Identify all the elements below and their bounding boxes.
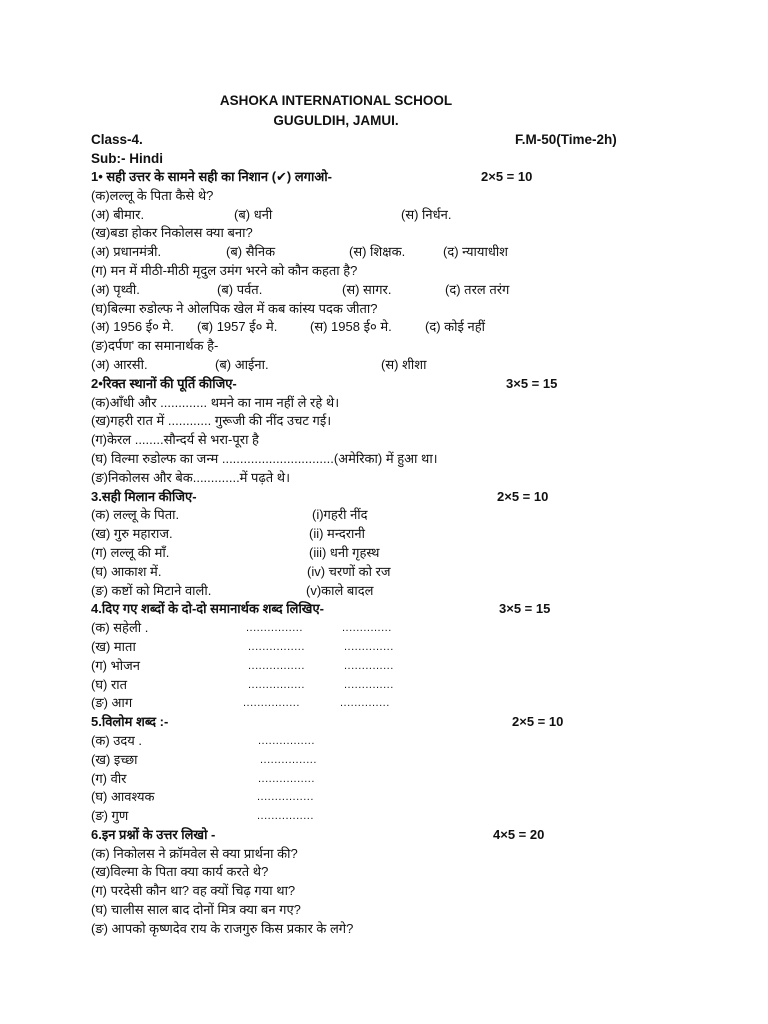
q1c-options	[91, 281, 691, 300]
q6-heading: 6.इन प्रश्नों के उत्तर लिखो -	[91, 826, 216, 842]
q6-item: (घ) चालीस साल बाद दोनों मित्र क्या बन गए?	[91, 902, 301, 918]
q1-marks: 2×5 = 10	[481, 169, 533, 184]
q6-item: (ख)विल्मा के पिता क्या कार्य करते थे?	[91, 864, 269, 880]
option: (स) सागर.	[342, 281, 392, 297]
q3-match-row	[91, 563, 691, 582]
q4-marks: 3×5 = 15	[499, 601, 551, 617]
q3-match-row	[91, 525, 691, 544]
option: (द) कोई नहीं	[425, 319, 486, 335]
option: (स) 1958 ई० मे.	[310, 319, 392, 335]
q1e-question: (ङ)दर्पण' का समानार्थक है-	[91, 338, 219, 354]
match-left: (ग) लल्लू की माँ.	[91, 544, 170, 560]
q4-heading: 4.दिए गए शब्दों के दो-दो समानार्थक शब्द लिखिए-	[91, 601, 324, 617]
q2-item: (घ) विल्मा रुडोल्फ का जन्म ...............................(अमेरिका) में हुआ था।	[91, 450, 438, 466]
option: (द) तरल तरंग	[445, 281, 510, 297]
match-left: (ख) गुरु महाराज.	[91, 526, 173, 542]
q6-item: (ङ) आपको कृष्णदेव राय के राजगुरु किस प्रकार के लगे?	[91, 920, 354, 936]
q5-heading: 5.विलोम शब्द :-	[91, 714, 169, 730]
answer-blank: ..............	[340, 697, 390, 710]
q4-item: (क) सहेली . ................ ..............	[91, 619, 691, 638]
school-location: GUGULDIH, JAMUI.	[273, 113, 399, 128]
match-left: (क) लल्लू के पिता.	[91, 507, 180, 523]
q1b-question: (ख)बडा होकर निकोलस क्या बना?	[91, 225, 253, 241]
q1e-options	[91, 356, 691, 375]
option: (अ) पृथ्वी.	[91, 281, 140, 297]
q5-item: (ख) इच्छा ................	[91, 751, 691, 770]
q4-item: (घ) रात ................ ..............	[91, 676, 691, 695]
question-paper-body	[91, 168, 691, 939]
q4-item: (ग) भोजन ................ ..............	[91, 657, 691, 676]
q3-match-row	[91, 506, 691, 525]
q6-item: (क) निकोलस ने क्रॉमवेल से क्या प्रार्थना की?	[91, 845, 298, 861]
q2-item: (ङ)निकोलस और बेक.............में पढ़ते थे।	[91, 469, 291, 485]
q4-heading-row	[91, 600, 691, 619]
option: (स) निर्धन.	[401, 206, 452, 222]
option: (ब) पर्वत.	[217, 281, 263, 297]
match-right: (iv) चरणों को रज	[307, 563, 391, 579]
answer-blank: ................	[260, 753, 317, 766]
q3-match-row	[91, 544, 691, 563]
q5-marks: 2×5 = 10	[512, 714, 564, 730]
answer-blank: ................	[257, 791, 314, 804]
full-marks-time: F.M-50(Time-2h)	[515, 132, 617, 147]
q3-heading: 3.सही मिलान कीजिए-	[91, 488, 197, 504]
q5-item: (ग) वीर ................	[91, 770, 691, 789]
option: (अ) 1956 ई० मे.	[91, 319, 174, 335]
answer-blank: ................	[258, 734, 315, 747]
subject-label: Sub:- Hindi	[91, 151, 163, 166]
option: (ब) आईना.	[215, 356, 269, 372]
q3-match-row	[91, 582, 691, 601]
q3-marks: 2×5 = 10	[497, 488, 549, 504]
q2-item: (ख)गहरी रात में ............ गुरूजी की नींद उचट गई।	[91, 413, 332, 429]
q5-item: (क) उदय . ................	[91, 732, 691, 751]
answer-blank: ..............	[342, 622, 392, 635]
q4-item: (ख) माता ................ ..............	[91, 638, 691, 657]
q2-heading: 2•रिक्त स्थानों की पूर्ति कीजिए-	[91, 375, 237, 391]
answer-blank: ................	[248, 640, 305, 653]
option: (अ) प्रधानमंत्री.	[91, 244, 162, 260]
q2-item: (ग)केरल ........सौन्दर्य से भरा-पूरा है	[91, 432, 259, 448]
answer-blank: ................	[248, 678, 305, 691]
q5-item: (घ) आवश्यक ................	[91, 788, 691, 807]
option: (अ) बीमार.	[91, 206, 145, 222]
q1d-question: (घ)बिल्मा रुडोल्फ ने ओलपिक खेल में कब कांस्य पदक जीता?	[91, 300, 378, 316]
option: (स) शिक्षक.	[349, 244, 406, 260]
match-left: (घ) आकाश में.	[91, 563, 162, 579]
q1a-options	[91, 206, 691, 225]
q1a-question: (क)लल्लू के पिता कैसे थे?	[91, 187, 214, 203]
q2-heading-row	[91, 375, 691, 394]
option: (ब) सैनिक	[226, 244, 276, 260]
q1d-options	[91, 318, 691, 337]
q6-heading-row	[91, 826, 691, 845]
answer-blank: ................	[243, 697, 300, 710]
option: (द) न्यायाधीश	[443, 244, 509, 260]
q6-item: (ग) परदेसी कौन था? वह क्यों चिढ़ गया था?	[91, 883, 296, 899]
q3-heading-row	[91, 488, 691, 507]
option: (अ) आरसी.	[91, 356, 148, 372]
answer-blank: ................	[257, 810, 314, 823]
q2-item: (क)आँधी और ............. थमने का नाम नहीं ले रहे थे।	[91, 394, 340, 410]
class-label: Class-4.	[91, 132, 143, 147]
q2-marks: 3×5 = 15	[506, 375, 558, 391]
school-name: ASHOKA INTERNATIONAL SCHOOL	[219, 93, 453, 108]
answer-blank: ................	[246, 622, 303, 635]
match-right: (ii) मन्दरानी	[309, 526, 366, 542]
option: (ब) धनी	[234, 206, 273, 222]
match-right: (iii) धनी गृहस्थ	[309, 544, 380, 560]
answer-blank: ..............	[344, 678, 394, 691]
q1c-question: (ग) मन में मीठी-मीठी मृदुल उमंग भरने को कौन कहता है?	[91, 262, 358, 278]
match-right: (v)काले बादल	[306, 582, 374, 598]
option: (ब) 1957 ई० मे.	[197, 319, 278, 335]
q1-heading-row	[91, 168, 691, 187]
q5-heading-row	[91, 713, 691, 732]
answer-blank: ..............	[344, 659, 394, 672]
q1-heading: 1• सही उत्तर के सामने सही का निशान (✔) लगाओ-	[91, 169, 332, 184]
match-right: (i)गहरी नींद	[312, 507, 368, 523]
q1b-options	[91, 243, 691, 262]
answer-blank: ................	[248, 659, 305, 672]
answer-blank: ................	[258, 772, 315, 785]
match-left: (ङ) कष्टों को मिटाने वाली.	[91, 582, 212, 598]
answer-blank: ..............	[344, 640, 394, 653]
q6-marks: 4×5 = 20	[493, 826, 545, 842]
q5-item: (ङ) गुण ................	[91, 807, 691, 826]
q4-item: (ङ) आग ................ ..............	[91, 694, 691, 713]
option: (स) शीशा	[381, 356, 427, 372]
